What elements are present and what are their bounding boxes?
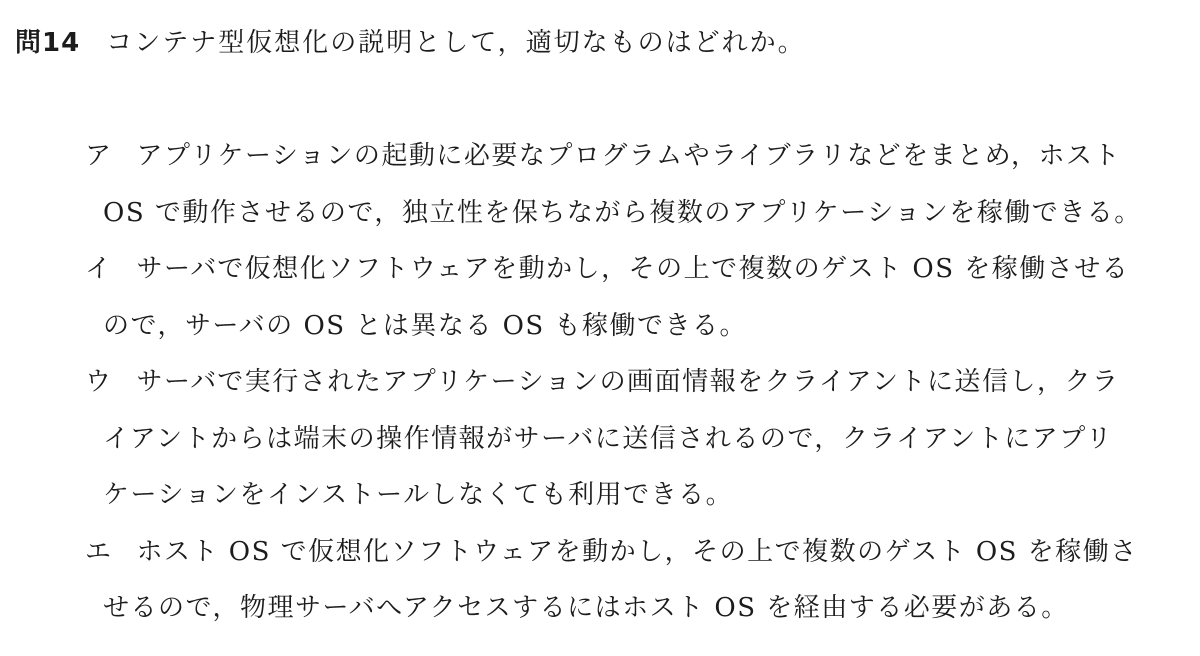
choice-list <box>0 128 1200 637</box>
choice-a-letter: ア <box>85 141 113 171</box>
choice-u-line-3: ケーションをインストールしなくても利用できる。 <box>103 480 734 510</box>
choice-e-text-1: ホスト OS で仮想化ソフトウェアを動かし，その上で複数のゲスト OS を稼働さ <box>136 536 1138 567</box>
choice-e-letter: エ <box>85 536 113 567</box>
choice-u-text-1: サーバで実行されたアプリケーションの画面情報をクライアントに送信し，クラ <box>136 367 1120 397</box>
choice-i-letter: イ <box>85 254 113 284</box>
choice-u <box>0 354 1200 524</box>
choice-e <box>0 524 1200 637</box>
choice-e-line-2: せるので，物理サーバへアクセスするにはホスト OS を経由する必要がある。 <box>103 593 1069 623</box>
choice-i <box>0 241 1200 354</box>
question-number: 問14 <box>15 28 81 58</box>
choice-a-line-1 <box>0 128 1200 185</box>
choice-a-text-1: アプリケーションの起動に必要なプログラムやライブラリなどをまとめ，ホスト <box>136 141 1122 171</box>
choice-i-text-1: サーバで仮想化ソフトウェアを動かし，その上で複数のゲスト OS を稼働させる <box>136 254 1130 284</box>
question-stem: コンテナ型仮想化の説明として，適切なものはどれか。 <box>106 28 806 58</box>
choice-a <box>0 128 1200 241</box>
choice-u-line-2: イアントからは端末の操作情報がサーバに送信されるので，クライアントにアプリ <box>103 423 1114 454</box>
choice-a-line-2: OS で動作させるので，独立性を保ちながら複数のアプリケーションを稼働できる。 <box>103 197 1142 228</box>
choice-u-line-1 <box>0 354 1200 411</box>
choice-i-line-1 <box>0 241 1200 298</box>
choice-e-line-1 <box>0 524 1200 581</box>
choice-u-letter: ウ <box>85 367 113 397</box>
question-header <box>15 22 806 59</box>
choice-i-line-2: ので，サーバの OS とは異なる OS も稼働できる。 <box>103 310 747 341</box>
